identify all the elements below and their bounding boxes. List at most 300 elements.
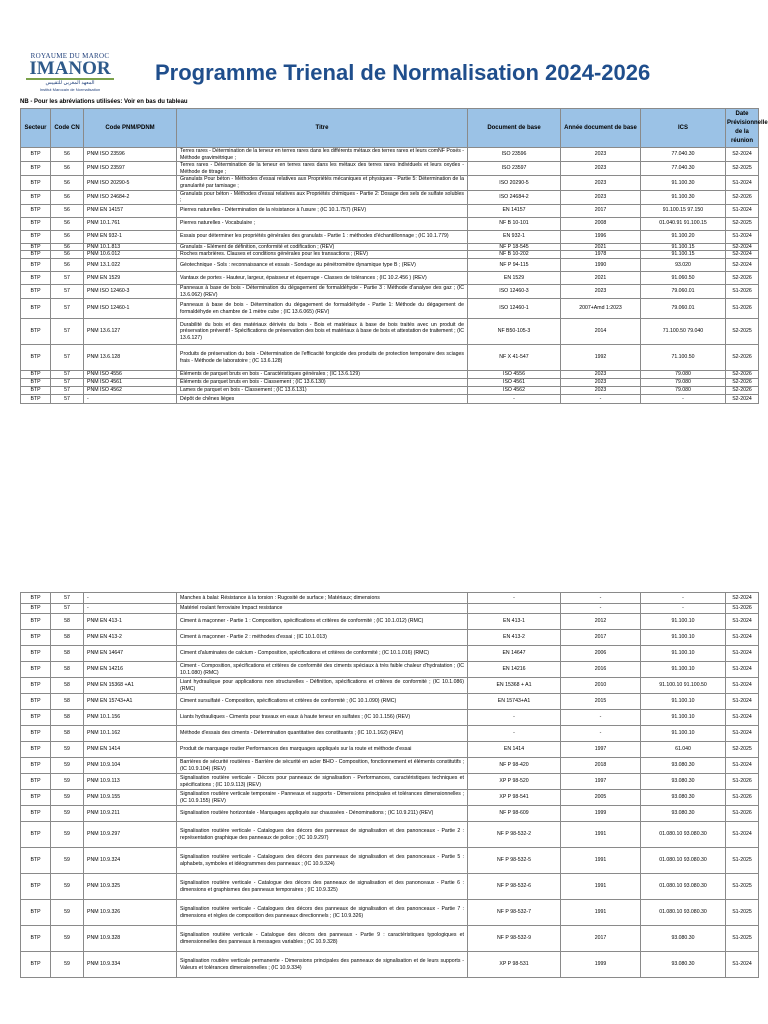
cell-ics: 79.080 [641, 387, 726, 395]
table-row [21, 614, 759, 630]
cell-code-cn: 56 [51, 258, 84, 271]
cell-ics: 77.040.30 [641, 162, 726, 176]
cell-secteur: BTP [21, 848, 51, 874]
cell-date: S1-2024 [726, 822, 759, 848]
cell-secteur: BTP [21, 243, 51, 251]
cell-date: S1-2025 [726, 874, 759, 900]
cell-secteur: BTP [21, 345, 51, 371]
cell-titre: Pierres naturelles - Vocabulaire ; [177, 217, 468, 230]
table-row [21, 710, 759, 726]
cell-code-pnm: PNM 10.9.297 [84, 822, 177, 848]
cell-ics: 93.080.30 [641, 758, 726, 774]
cell-code-cn: 56 [51, 176, 84, 190]
cell-ics: 93.080.30 [641, 790, 726, 806]
col-header-code-cn: Code CN [51, 109, 84, 148]
cell-ics: 01.080.10 93.080.30 [641, 874, 726, 900]
table-row [21, 176, 759, 190]
cell-code-pnm: PNM ISO 23596 [84, 148, 177, 162]
cell-date: S1-2025 [726, 848, 759, 874]
cell-secteur: BTP [21, 258, 51, 271]
cell-annee: 2017 [561, 630, 641, 646]
cell-code-pnm: PNM 10.9.326 [84, 900, 177, 926]
cell-document: ISO 12460-3 [468, 284, 561, 298]
standards-table-part1 [20, 108, 768, 404]
table-row [21, 806, 759, 822]
cell-annee: 2017 [561, 926, 641, 952]
table-row [21, 299, 759, 319]
cell-titre: Panneaux à base de bois - Détermination du dégagement de formaldéhyde - Partie 1: Méthode du dégagement de formaldéhyde en chambre de 1 mètre cube ; (IC 13.6.065) (REV) [177, 299, 468, 319]
cell-titre: Granulats Pour béton - Méthodes d'essai relatives aux Propriétés mécaniques et physiques - Partie 5: Détermination de la granularité par tamisage ; [177, 176, 468, 190]
cell-code-pnm: PNM 10.9.328 [84, 926, 177, 952]
cell-code-pnm: PNM 10.9.325 [84, 874, 177, 900]
cell-code-cn: 57 [51, 319, 84, 345]
cell-document: NF P 94-115 [468, 258, 561, 271]
cell-code-cn: 59 [51, 790, 84, 806]
table-row [21, 874, 759, 900]
cell-code-cn: 59 [51, 822, 84, 848]
cell-secteur: BTP [21, 217, 51, 230]
cell-code-cn: 56 [51, 148, 84, 162]
cell-code-pnm: PNM 13.6.127 [84, 319, 177, 345]
cell-secteur: BTP [21, 604, 51, 614]
cell-titre: Manches à balai: Résistance à la torsion : Rugosité de surface ; Matériaux; dimensions [177, 593, 468, 604]
cell-date: S2-2026 [726, 345, 759, 371]
cell-date: S1-2024 [726, 630, 759, 646]
cell-ics: 01.040.91 91.100.15 [641, 217, 726, 230]
cell-ics: 91.100.10 91.100.50 [641, 678, 726, 694]
cell-document: NF B 10-202 [468, 251, 561, 259]
cell-secteur: BTP [21, 299, 51, 319]
cell-ics: 79.080 [641, 379, 726, 387]
cell-document: ISO 23597 [468, 162, 561, 176]
cell-document: EN 15743+A1 [468, 694, 561, 710]
cell-code-pnm: PNM 10.9.155 [84, 790, 177, 806]
cell-annee: 2017 [561, 204, 641, 217]
cell-document: EN 14216 [468, 662, 561, 678]
table-row [21, 217, 759, 230]
cell-secteur: BTP [21, 742, 51, 758]
cell-titre: Granulats - Elément de définition, conformité et codification ; (REV) [177, 243, 468, 251]
cell-code-pnm: - [84, 395, 177, 404]
cell-annee: 1991 [561, 874, 641, 900]
cell-secteur: BTP [21, 148, 51, 162]
cell-secteur: BTP [21, 952, 51, 978]
cell-annee: - [561, 395, 641, 404]
cell-code-cn: 56 [51, 251, 84, 259]
cell-secteur: BTP [21, 271, 51, 284]
cell-code-cn: 58 [51, 678, 84, 694]
standards-table-part2 [20, 592, 759, 978]
cell-secteur: BTP [21, 710, 51, 726]
cell-annee: 2012 [561, 614, 641, 630]
cell-code-cn: 58 [51, 646, 84, 662]
cell-code-pnm: PNM 10.1.761 [84, 217, 177, 230]
cell-annee: 2023 [561, 190, 641, 204]
cell-date: S2-2025 [726, 217, 759, 230]
cell-annee: 1996 [561, 230, 641, 243]
cell-secteur: BTP [21, 593, 51, 604]
cell-titre: Pierres naturelles - Détermination de la résistance à l'usure ; (IC 10.1.757) (REV) [177, 204, 468, 217]
cell-document: NF P 98-532-7 [468, 900, 561, 926]
table-row [21, 900, 759, 926]
cell-annee: 2023 [561, 387, 641, 395]
cell-ics: 91.100.15 [641, 251, 726, 259]
cell-secteur: BTP [21, 630, 51, 646]
cell-titre: Ciment à maçonner - Partie 2 : méthodes d'essai ; (IC 10.1.013) [177, 630, 468, 646]
cell-titre: Panneaux à base de bois - Détermination du dégagement de formaldéhyde - Partie 3 : Méthode d'analyse des gaz ; (IC 13.6.062) (REV) [177, 284, 468, 298]
cell-document: - [468, 395, 561, 404]
cell-code-pnm: PNM ISO 20290-5 [84, 176, 177, 190]
cell-annee: 1991 [561, 822, 641, 848]
cell-titre: Éléments de parquet bruts en bois - Caractéristiques générales ; (IC 13.6.129) [177, 371, 468, 379]
table-row [21, 604, 759, 614]
cell-ics: 01.080.10 93.080.30 [641, 822, 726, 848]
cell-code-pnm: PNM EN 413-2 [84, 630, 177, 646]
cell-ics: 91.100.10 [641, 662, 726, 678]
cell-code-pnm: PNM 10.9.334 [84, 952, 177, 978]
cell-code-pnm: PNM ISO 4556 [84, 371, 177, 379]
cell-date: S1-2024 [726, 204, 759, 217]
col-header-code-pnm: Code PNM/PDNM [84, 109, 177, 148]
cell-document: ISO 4561 [468, 379, 561, 387]
cell-code-pnm: PNM EN 15368 +A1 [84, 678, 177, 694]
cell-annee: 2006 [561, 646, 641, 662]
cell-document: NF P 98-532-2 [468, 822, 561, 848]
cell-annee: 1997 [561, 742, 641, 758]
cell-code-pnm: PNM 10.9.113 [84, 774, 177, 790]
col-header-document: Document de base [468, 109, 561, 148]
cell-document: NF P 18-545 [468, 243, 561, 251]
cell-code-pnm: PNM EN 14647 [84, 646, 177, 662]
cell-document: EN 932-1 [468, 230, 561, 243]
cell-document: NF P 98-532-5 [468, 848, 561, 874]
cell-ics: 01.080.10 93.080.30 [641, 848, 726, 874]
cell-code-pnm: PNM EN 15743+A1 [84, 694, 177, 710]
cell-document: ISO 12460-1 [468, 299, 561, 319]
logo-arabic-text: المعهد المغربي للتقييس [45, 80, 95, 86]
cell-secteur: BTP [21, 190, 51, 204]
cell-secteur: BTP [21, 204, 51, 217]
cell-code-pnm: PNM 10.6.012 [84, 251, 177, 259]
cell-titre: Méthode d'essais des ciments - Détermination quantitative des constituants ; (IC 10.1.162) (REV) [177, 726, 468, 742]
cell-date: S1-2024 [726, 646, 759, 662]
table-row [21, 251, 759, 259]
col-header-titre: Titre [177, 109, 468, 148]
cell-code-cn: 56 [51, 230, 84, 243]
cell-date: S1-2024 [726, 230, 759, 243]
cell-titre: Signalisation routière verticale - Catalogues des décors des panneaux de signalisation et des panonceaux - Partie 7 : dimensions et règles de composition des panneaux directionnels ; (IC 10.9.326) [177, 900, 468, 926]
cell-date: S1-2024 [726, 694, 759, 710]
table-row [21, 848, 759, 874]
table-row [21, 774, 759, 790]
cell-code-pnm: PNM EN 14157 [84, 204, 177, 217]
cell-code-cn: 56 [51, 190, 84, 204]
cell-titre: Terres rares - Détermination de la teneur en terres rares dans les métaux des terres rares individuels et leurs oxydes - Méthode de titrage ; [177, 162, 468, 176]
cell-titre: Granulats pour béton - Méthodes d'essai relatives aux Propriétés chimiques - Partie 2: Dosage des sels de sulfate solubles ; [177, 190, 468, 204]
cell-document: ISO 4562 [468, 387, 561, 395]
cell-code-cn: 57 [51, 299, 84, 319]
cell-ics: - [641, 395, 726, 404]
cell-annee: 2023 [561, 176, 641, 190]
cell-titre: Matériel roulant ferroviaire Impact resistance [177, 604, 468, 614]
cell-secteur: BTP [21, 926, 51, 952]
cell-code-cn: 56 [51, 162, 84, 176]
cell-date: S2-2025 [726, 742, 759, 758]
cell-ics: - [641, 593, 726, 604]
cell-code-pnm: - [84, 604, 177, 614]
cell-annee: 1978 [561, 251, 641, 259]
cell-annee: 1999 [561, 952, 641, 978]
abbreviation-note: NB - Pour les abréviations utilisées: Voir en bas du tableau [20, 99, 188, 105]
cell-date: S2-2025 [726, 319, 759, 345]
table-row [21, 243, 759, 251]
cell-secteur: BTP [21, 395, 51, 404]
table-row [21, 271, 759, 284]
cell-ics: 91.100.15 97.150 [641, 204, 726, 217]
cell-document: NF B 10-101 [468, 217, 561, 230]
cell-annee: 1999 [561, 806, 641, 822]
cell-date: S1-2026 [726, 790, 759, 806]
cell-ics: 77.040.30 [641, 148, 726, 162]
cell-annee: 2023 [561, 162, 641, 176]
cell-code-cn: 59 [51, 926, 84, 952]
cell-secteur: BTP [21, 678, 51, 694]
cell-secteur: BTP [21, 806, 51, 822]
cell-ics: 61.040 [641, 742, 726, 758]
cell-titre: Signalisation routière verticale - Catalogues des décors des panneaux de signalisation et des panonceaux - Partie 5 : alphabets, symboles et idéogrammes des panneaux ; (IC 10.9.324) [177, 848, 468, 874]
cell-ics: 91.100.15 [641, 243, 726, 251]
cell-document: NF P 98-532-6 [468, 874, 561, 900]
cell-date: S1-2024 [726, 678, 759, 694]
cell-annee: - [561, 710, 641, 726]
cell-code-cn: 58 [51, 662, 84, 678]
cell-code-cn: 58 [51, 630, 84, 646]
cell-annee: 2007+Amd 1:2023 [561, 299, 641, 319]
cell-document: - [468, 726, 561, 742]
table-row [21, 630, 759, 646]
cell-secteur: BTP [21, 319, 51, 345]
cell-secteur: BTP [21, 726, 51, 742]
cell-document: NF B50-105-3 [468, 319, 561, 345]
cell-date: S2-2025 [726, 162, 759, 176]
logo-kingdom-text: ROYAUME DU MAROC [30, 52, 110, 60]
cell-code-pnm: PNM 10.1.813 [84, 243, 177, 251]
cell-date: S1-2024 [726, 662, 759, 678]
cell-ics: 91.100.10 [641, 614, 726, 630]
cell-annee: 1991 [561, 848, 641, 874]
cell-ics: 79.060.01 [641, 299, 726, 319]
table-row [21, 319, 759, 345]
cell-date: S2-2024 [726, 593, 759, 604]
cell-titre: Éléments de parquet bruts en bois - Classement ; (IC 13.6.130) [177, 379, 468, 387]
cell-code-pnm: PNM ISO 12460-3 [84, 284, 177, 298]
cell-code-cn: 59 [51, 774, 84, 790]
cell-annee: 1992 [561, 345, 641, 371]
table-row [21, 162, 759, 176]
cell-annee: 1991 [561, 900, 641, 926]
cell-date: S2-2026 [726, 271, 759, 284]
table-row [21, 387, 759, 395]
cell-document: EN 1529 [468, 271, 561, 284]
logo-institute-text: Institut Marocain de Normalisation [39, 87, 101, 92]
cell-ics: 91.100.10 [641, 694, 726, 710]
cell-code-cn: 59 [51, 874, 84, 900]
cell-date: S1-2024 [726, 758, 759, 774]
table-row [21, 822, 759, 848]
cell-date: S1-2024 [726, 614, 759, 630]
cell-code-pnm: PNM 13.6.128 [84, 345, 177, 371]
cell-code-cn: 56 [51, 217, 84, 230]
cell-date: S1-2025 [726, 926, 759, 952]
cell-document: ISO 23596 [468, 148, 561, 162]
table-row [21, 646, 759, 662]
table-row [21, 926, 759, 952]
cell-code-cn: 59 [51, 742, 84, 758]
cell-secteur: BTP [21, 379, 51, 387]
cell-annee: - [561, 604, 641, 614]
cell-annee: 2008 [561, 217, 641, 230]
cell-document: NF P 98-532-9 [468, 926, 561, 952]
cell-document: - [468, 593, 561, 604]
cell-titre: Liant hydraulique pour applications non structurelles - Définition, spécifications et critères de conformité ; (IC 10.1.086) (RMC) [177, 678, 468, 694]
cell-annee: 2014 [561, 319, 641, 345]
cell-code-pnm: PNM ISO 23597 [84, 162, 177, 176]
cell-code-pnm: PNM EN 14216 [84, 662, 177, 678]
cell-date: S2-2024 [726, 243, 759, 251]
cell-code-cn: 59 [51, 758, 84, 774]
cell-document: XP P 98-531 [468, 952, 561, 978]
table-row [21, 284, 759, 298]
cell-secteur: BTP [21, 162, 51, 176]
cell-titre: Terres rares - Détermination de la teneur en terres rares dans les différents métaux des terres rares et leurs comNF Posés - Méthode gravimétrique ; [177, 148, 468, 162]
cell-titre: Essais pour déterminer les propriétés générales des granulats - Partie 1 : méthodes d'échantillonnage ; (IC 10.1.779) [177, 230, 468, 243]
table-row [21, 790, 759, 806]
table-row [21, 742, 759, 758]
cell-date: S1-2024 [726, 726, 759, 742]
cell-titre: Signalisation routière verticale temporaire - Panneaux et supports - Dimensions principales et tolérances dimensionnelles ; (IC 10.9.155) (REV) [177, 790, 468, 806]
table-row [21, 345, 759, 371]
table-row [21, 726, 759, 742]
cell-date: S2-2026 [726, 190, 759, 204]
cell-code-pnm: PNM EN 413-1 [84, 614, 177, 630]
cell-titre: Signalisation routière verticale - Catalogue des décors des panneaux de signalisation et des panonceaux - Partie 6 : dimensions et graphismes des panneaux temporaires ; (IC 10.9.325) [177, 874, 468, 900]
table-row [21, 371, 759, 379]
cell-code-cn: 57 [51, 284, 84, 298]
logo-brand-text: IMANOR [26, 60, 114, 80]
cell-secteur: BTP [21, 774, 51, 790]
cell-annee: 1990 [561, 258, 641, 271]
cell-code-cn: 57 [51, 395, 84, 404]
cell-annee: - [561, 593, 641, 604]
cell-date: S1-2026 [726, 299, 759, 319]
cell-document: EN 413-1 [468, 614, 561, 630]
cell-secteur: BTP [21, 251, 51, 259]
cell-date: S2-2024 [726, 148, 759, 162]
cell-secteur: BTP [21, 230, 51, 243]
cell-document: NF P 98-420 [468, 758, 561, 774]
cell-date: S1-2024 [726, 952, 759, 978]
cell-secteur: BTP [21, 284, 51, 298]
col-header-secteur: Secteur [21, 109, 51, 148]
cell-code-cn: 59 [51, 848, 84, 874]
cell-code-cn: 58 [51, 710, 84, 726]
cell-secteur: BTP [21, 614, 51, 630]
cell-annee: - [561, 726, 641, 742]
cell-code-cn: 57 [51, 604, 84, 614]
cell-document: EN 413-2 [468, 630, 561, 646]
cell-date: S2-2024 [726, 395, 759, 404]
cell-document: XP P 98-541 [468, 790, 561, 806]
cell-code-cn: 57 [51, 593, 84, 604]
cell-secteur: BTP [21, 822, 51, 848]
cell-code-pnm: PNM 10.1.156 [84, 710, 177, 726]
cell-code-cn: 58 [51, 726, 84, 742]
imanor-logo [20, 52, 120, 100]
cell-annee: 2021 [561, 243, 641, 251]
cell-code-cn: 58 [51, 694, 84, 710]
cell-titre: Ciment à maçonner - Partie 1 : Composition, spécifications et critères de conformité ; (IC 10.1.012) (RMC) [177, 614, 468, 630]
cell-document: EN 14157 [468, 204, 561, 217]
cell-code-cn: 57 [51, 379, 84, 387]
cell-code-cn: 57 [51, 271, 84, 284]
cell-titre: Signalisation routière verticale permanente - Dimensions principales des panneaux de signalisation et de leurs supports - Valeurs et tolérances dimensionnelles ; (IC 10.9.334) [177, 952, 468, 978]
cell-document: EN 1414 [468, 742, 561, 758]
table-row [21, 662, 759, 678]
table-row [21, 593, 759, 604]
cell-secteur: BTP [21, 790, 51, 806]
cell-titre: Dépôt de chênes lièges [177, 395, 468, 404]
cell-secteur: BTP [21, 662, 51, 678]
cell-annee: 1997 [561, 774, 641, 790]
cell-annee: 2021 [561, 271, 641, 284]
cell-annee: 2023 [561, 371, 641, 379]
cell-secteur: BTP [21, 176, 51, 190]
cell-code-pnm: PNM ISO 4562 [84, 387, 177, 395]
cell-annee: 2015 [561, 694, 641, 710]
cell-titre: Vantaux de portes - Hauteur, largeur, épaisseur et équerrage - Classes de tolérances ; (IC 10.2.456 ) (REV) [177, 271, 468, 284]
cell-code-pnm: PNM EN 1414 [84, 742, 177, 758]
table-row [21, 694, 759, 710]
cell-titre: Lames de parquet en bois - Classement ; (IC 13.6.131) [177, 387, 468, 395]
cell-date: S2-2024 [726, 258, 759, 271]
cell-titre: Ciment d'aluminates de calcium - Composition, spécifications et critères de conformité ; (IC 10.1.016) (RMC) [177, 646, 468, 662]
table-header-row [21, 109, 759, 148]
cell-secteur: BTP [21, 371, 51, 379]
cell-document: XP P 98-520 [468, 774, 561, 790]
cell-annee: 2023 [561, 148, 641, 162]
cell-date: S2-2026 [726, 371, 759, 379]
cell-code-cn: 57 [51, 345, 84, 371]
table-row [21, 379, 759, 387]
cell-document [468, 604, 561, 614]
cell-ics: 71.100.50 [641, 345, 726, 371]
cell-annee: 2023 [561, 379, 641, 387]
cell-ics: 93.080.30 [641, 806, 726, 822]
cell-titre: Signalisation routière verticale - Décors pour panneaux de signalisation - Performances, caractéristiques techniques et spécifications ; (IC 10.9.113) (REV) [177, 774, 468, 790]
cell-secteur: BTP [21, 900, 51, 926]
cell-secteur: BTP [21, 646, 51, 662]
table-row [21, 204, 759, 217]
cell-ics: 01.080.10 93.080.30 [641, 900, 726, 926]
cell-document: ISO 4556 [468, 371, 561, 379]
cell-titre: Signalisation routière verticale - Catalogues des décors des panneaux de signalisation et des panonceaux - Partie 2 : représentation graphique des panneaux de police ; (IC 10.9.297) [177, 822, 468, 848]
cell-date: S2-2026 [726, 379, 759, 387]
cell-document: ISO 24684-2 [468, 190, 561, 204]
cell-code-pnm: PNM EN 1529 [84, 271, 177, 284]
cell-date: S2-2026 [726, 387, 759, 395]
table-row [21, 230, 759, 243]
cell-document: - [468, 710, 561, 726]
